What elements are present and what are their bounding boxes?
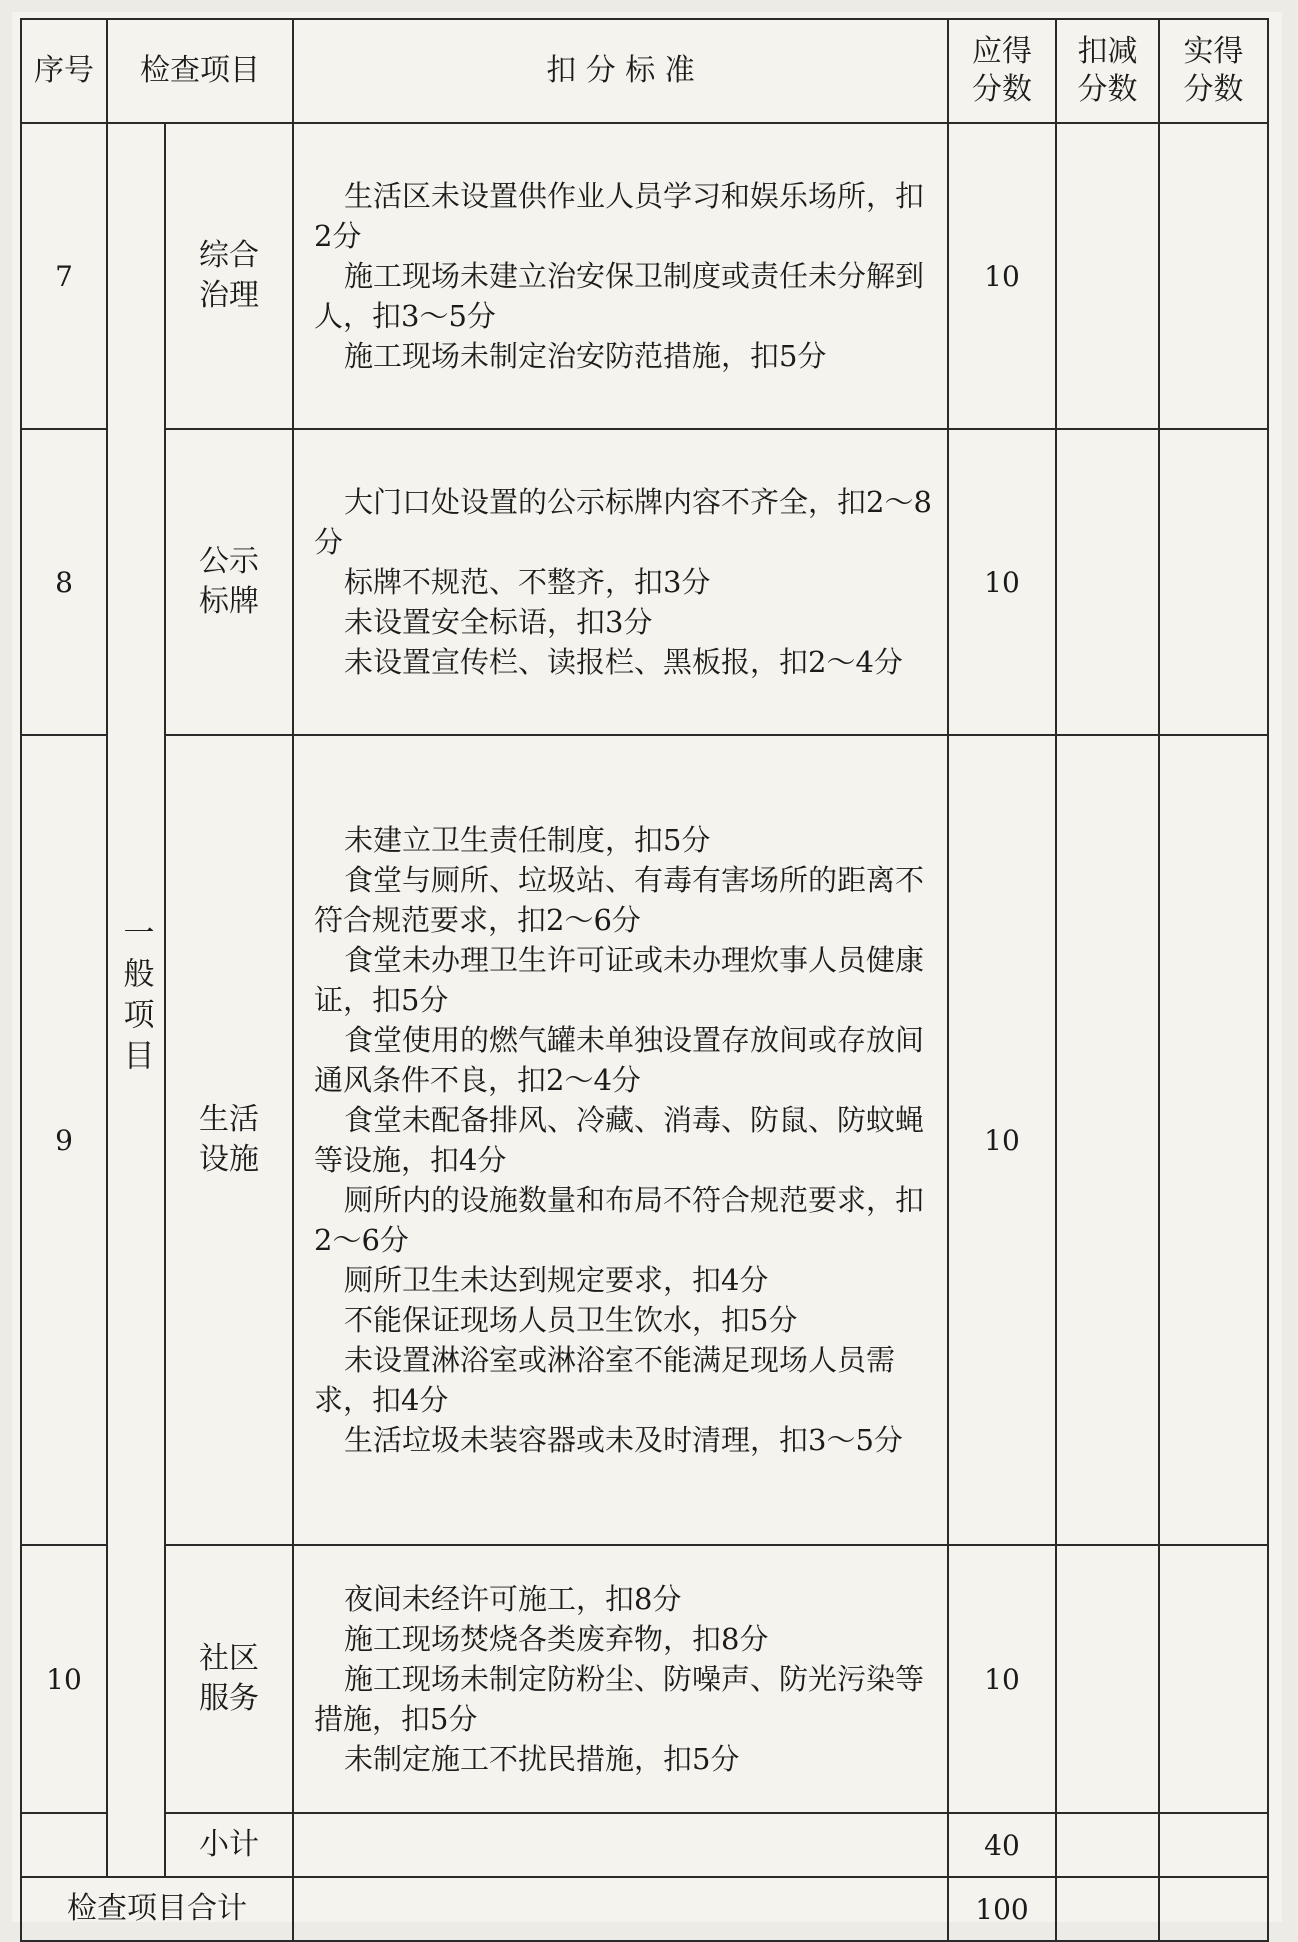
criteria-line: 食堂与厕所、垃圾站、有毒有害场所的距离不符合规范要求，扣2～6分 — [314, 863, 925, 937]
subtotal-criteria — [293, 1813, 948, 1877]
deduct-score — [1056, 123, 1159, 429]
row-number: 8 — [21, 429, 107, 735]
total-row — [21, 1877, 1268, 1941]
item-name: 社区 服务 — [165, 1545, 293, 1813]
table-row — [21, 123, 1268, 429]
total-criteria — [293, 1877, 948, 1941]
criteria-line: 生活垃圾未装容器或未及时清理，扣3～5分 — [344, 1423, 903, 1457]
header-should-score: 应得 分数 — [948, 19, 1056, 123]
header-row — [21, 19, 1268, 123]
criteria-line: 未制定施工不扰民措施，扣5分 — [344, 1742, 740, 1776]
actual-score — [1159, 429, 1268, 735]
should-score: 10 — [948, 123, 1056, 429]
criteria-line: 大门口处设置的公示标牌内容不齐全，扣2～8分 — [314, 485, 932, 559]
criteria-line: 施工现场未制定治安防范措施，扣5分 — [344, 339, 827, 373]
total-deduct — [1056, 1877, 1159, 1941]
criteria-line: 食堂未办理卫生许可证或未办理炊事人员健康证，扣5分 — [314, 943, 925, 1017]
criteria-line: 生活区未设置供作业人员学习和娱乐场所，扣2分 — [314, 179, 925, 253]
subtotal-row — [21, 1813, 1268, 1877]
subtotal-actual — [1159, 1813, 1268, 1877]
criteria-cell — [293, 429, 948, 735]
subtotal-no — [21, 1813, 107, 1877]
actual-score — [1159, 735, 1268, 1545]
deduct-score — [1056, 429, 1159, 735]
criteria-line: 施工现场未制定防粉尘、防噪声、防光污染等措施，扣5分 — [314, 1662, 925, 1736]
actual-score — [1159, 1545, 1268, 1813]
document-page — [12, 12, 1282, 1926]
total-label: 检查项目合计 — [21, 1877, 293, 1941]
subtotal-score: 40 — [948, 1813, 1056, 1877]
row-number: 7 — [21, 123, 107, 429]
criteria-line: 食堂未配备排风、冷藏、消毒、防鼠、防蚊蝇等设施，扣4分 — [314, 1103, 925, 1177]
row-number: 9 — [21, 735, 107, 1545]
criteria-line: 施工现场未建立治安保卫制度或责任未分解到人，扣3～5分 — [314, 259, 925, 333]
item-name: 生活 设施 — [165, 735, 293, 1545]
should-score: 10 — [948, 429, 1056, 735]
table-row — [21, 429, 1268, 735]
deduct-score — [1056, 735, 1159, 1545]
criteria-line: 厕所卫生未达到规定要求，扣4分 — [344, 1263, 769, 1297]
deduct-score — [1056, 1545, 1159, 1813]
header-deduct-score: 扣减 分数 — [1056, 19, 1159, 123]
total-score: 100 — [948, 1877, 1056, 1941]
should-score: 10 — [948, 735, 1056, 1545]
item-name: 综合 治理 — [165, 123, 293, 429]
criteria-line: 厕所内的设施数量和布局不符合规范要求，扣2～6分 — [314, 1183, 925, 1257]
category-label: 一般项目 — [117, 916, 154, 1080]
criteria-line: 未设置宣传栏、读报栏、黑板报，扣2～4分 — [344, 645, 903, 679]
criteria-line: 未设置安全标语，扣3分 — [344, 605, 653, 639]
header-item: 检查项目 — [107, 19, 293, 123]
criteria-line: 夜间未经许可施工，扣8分 — [344, 1582, 682, 1616]
subtotal-deduct — [1056, 1813, 1159, 1877]
criteria-line: 未建立卫生责任制度，扣5分 — [344, 823, 711, 857]
header-criteria: 扣 分 标 准 — [293, 19, 948, 123]
item-name: 公示 标牌 — [165, 429, 293, 735]
criteria-cell — [293, 735, 948, 1545]
subtotal-label: 小计 — [165, 1813, 293, 1877]
inspection-table — [20, 18, 1269, 1942]
criteria-line: 不能保证现场人员卫生饮水，扣5分 — [344, 1303, 798, 1337]
criteria-line: 标牌不规范、不整齐，扣3分 — [344, 565, 711, 599]
criteria-line: 施工现场焚烧各类废弃物，扣8分 — [344, 1622, 769, 1656]
table-row — [21, 1545, 1268, 1813]
criteria-cell — [293, 1545, 948, 1813]
should-score: 10 — [948, 1545, 1056, 1813]
criteria-line: 未设置淋浴室或淋浴室不能满足现场人员需求，扣4分 — [314, 1343, 896, 1417]
total-actual — [1159, 1877, 1268, 1941]
actual-score — [1159, 123, 1268, 429]
category-cell — [107, 123, 165, 1877]
table-row — [21, 735, 1268, 1545]
criteria-line: 食堂使用的燃气罐未单独设置存放间或存放间通风条件不良，扣2～4分 — [314, 1023, 925, 1097]
header-actual-score: 实得 分数 — [1159, 19, 1268, 123]
criteria-cell — [293, 123, 948, 429]
row-number: 10 — [21, 1545, 107, 1813]
header-no: 序号 — [21, 19, 107, 123]
